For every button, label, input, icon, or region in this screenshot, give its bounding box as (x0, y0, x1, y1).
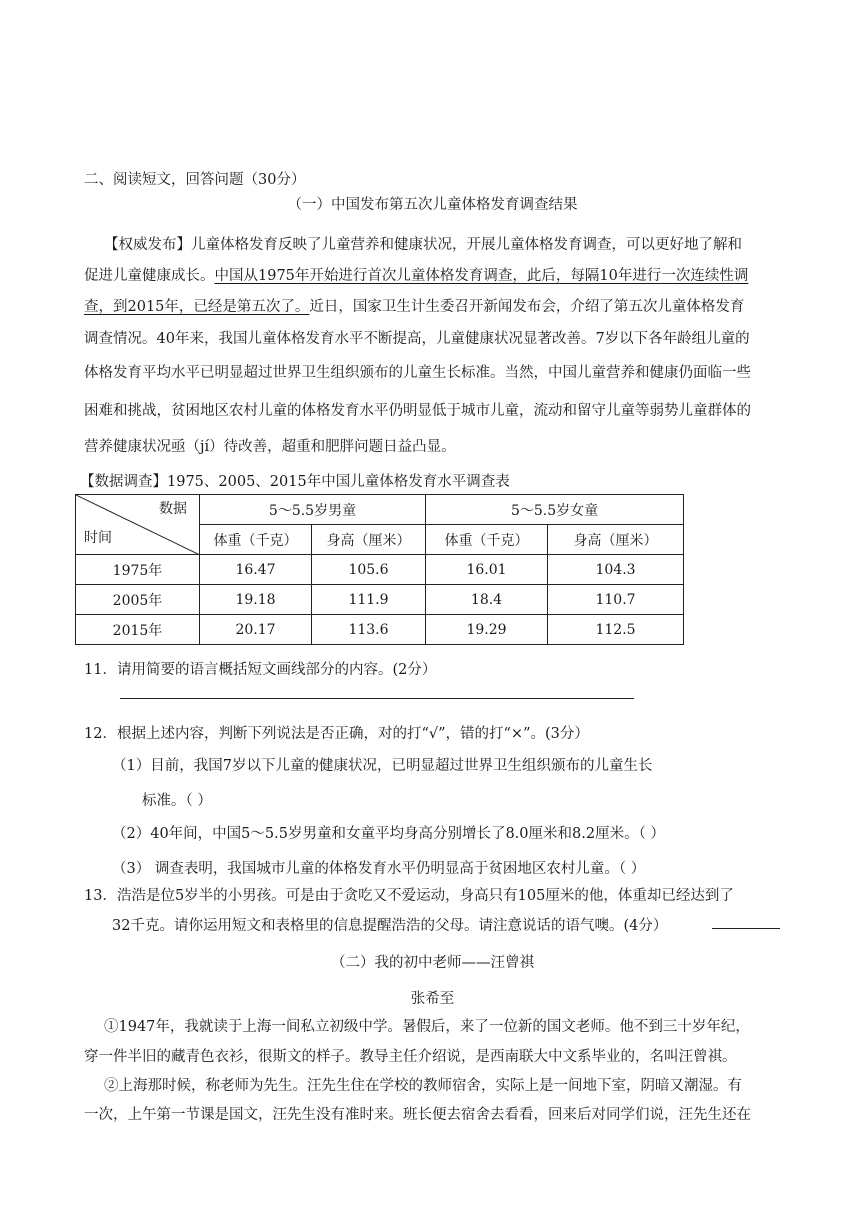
data-table (75, 494, 684, 645)
answer-blank-13[interactable] (712, 928, 780, 929)
table-subheader: 体重（千克） (426, 525, 548, 555)
answer-blank-11[interactable] (120, 698, 634, 699)
underlined-text: 查，到2015年，已经是第五次了。 (84, 299, 310, 315)
table-cell: 111.9 (312, 585, 426, 615)
passage-line: 体格发育平均水平已明显超过世界卫生组织颁布的儿童生长标准。当然，中国儿童营养和健康仍面临一些 (84, 365, 751, 381)
table-cell: 112.5 (548, 615, 684, 645)
table-corner-cell (76, 495, 200, 555)
table-row (76, 615, 684, 645)
table-group-header: 5～5.5岁女童 (426, 495, 684, 525)
table-subheader: 身高（厘米） (312, 525, 426, 555)
table-cell: 113.6 (312, 615, 426, 645)
passage-line (84, 295, 744, 316)
table-caption: 【数据调查】1975、2005、2015年中国儿童体格发育水平调查表 (80, 474, 510, 490)
table-cell: 19.18 (200, 585, 312, 615)
passage-line (84, 264, 748, 285)
author-name: 张希至 (410, 991, 455, 1007)
passage-line: 困难和挑战，贫困地区农村儿童的体格发育水平仍明显低于城市儿童，流动和留守儿童等弱势儿童群体的 (84, 403, 751, 419)
table-row (76, 555, 684, 585)
passage-line: ②上海那时候，称老师为先生。汪先生住在学校的教师宿舍，实际上是一间地下室，阴暗又潮湿。有 (104, 1078, 742, 1094)
table-cell: 19.29 (426, 615, 548, 645)
question-13: 13．浩浩是位5岁半的小男孩。可是由于贪吃又不爱运动，身高只有105厘米的他，体重却已经达到了 (84, 888, 734, 904)
table-cell-year: 1975年 (76, 555, 200, 585)
passage-line: 穿一件半旧的藏青色衣衫，很斯文的样子。教导主任介绍说，是西南联大中文系毕业的，名叫汪曾祺。 (84, 1049, 737, 1065)
table-subheader: 身高（厘米） (548, 525, 684, 555)
passage-text: 近日，国家卫生计生委召开新闻发布会，介绍了第五次儿童体格发育 (309, 299, 745, 315)
table-cell: 18.4 (426, 585, 548, 615)
table-header-row (76, 495, 684, 525)
table-cell-year: 2015年 (76, 615, 200, 645)
question-12-item-3: （3） 调查表明，我国城市儿童的体格发育水平仍明显高于贫困地区农村儿童。（ ） (112, 861, 646, 877)
corner-bottom-label: 时间 (84, 530, 112, 546)
table-cell: 16.47 (200, 555, 312, 585)
part1-title: （一）中国发布第五次儿童体格发育调查结果 (287, 197, 578, 213)
table-cell: 110.7 (548, 585, 684, 615)
passage-line: 【权威发布】儿童体格发育反映了儿童营养和健康状况，开展儿童体格发育调查，可以更好地了解和 (104, 237, 742, 253)
corner-top-label: 数据 (159, 501, 187, 517)
question-12-item-1-cont: 标准。（ ） (142, 793, 212, 809)
section-heading: 二、阅读短文，回答问题（30分） (84, 172, 306, 188)
passage-line: 营养健康状况亟（jí）待改善，超重和肥胖问题日益凸显。 (84, 439, 456, 455)
table-cell-year: 2005年 (76, 585, 200, 615)
table-cell: 105.6 (312, 555, 426, 585)
passage-line: 调查情况。40年来，我国儿童体格发育水平不断提高，儿童健康状况显著改善。7岁以下各年龄组儿童的 (84, 331, 750, 347)
question-13-cont: 32千克。请你运用短文和表格里的信息提醒浩浩的父母。请注意说话的语气噢。(4分） (112, 918, 668, 934)
question-12-item-2: （2）40年间，中国5～5.5岁男童和女童平均身高分别增长了8.0厘米和8.2厘米。（ ） (112, 826, 665, 842)
table-group-header: 5～5.5岁男童 (200, 495, 426, 525)
table-cell: 20.17 (200, 615, 312, 645)
table-subheader: 体重（千克） (200, 525, 312, 555)
question-12: 12．根据上述内容，判断下列说法是否正确，对的打“√”，错的打“×”。(3分） (84, 726, 589, 742)
question-11: 11．请用简要的语言概括短文画线部分的内容。(2分） (84, 662, 437, 678)
table-cell: 104.3 (548, 555, 684, 585)
question-12-item-1: （1）目前，我国7岁以下儿童的健康状况，已明显超过世界卫生组织颁布的儿童生长 (112, 758, 653, 774)
table-cell: 16.01 (426, 555, 548, 585)
passage-line: 一次，上午第一节课是国文，汪先生没有准时来。班长便去宿舍去看看，回来后对同学们说，汪先生还在 (84, 1107, 751, 1123)
underlined-text: 中国从1975年开始进行首次儿童体格发育调查，此后，每隔10年进行一次连续性调 (214, 268, 749, 284)
passage-text: 促进儿童健康成长。 (84, 268, 215, 284)
part2-title: （二）我的初中老师——汪曾祺 (331, 955, 534, 971)
table-row (76, 585, 684, 615)
passage-line: ①1947年，我就读于上海一间私立初级中学。暑假后，来了一位新的国文老师。他不到三十岁年纪， (104, 1019, 750, 1035)
